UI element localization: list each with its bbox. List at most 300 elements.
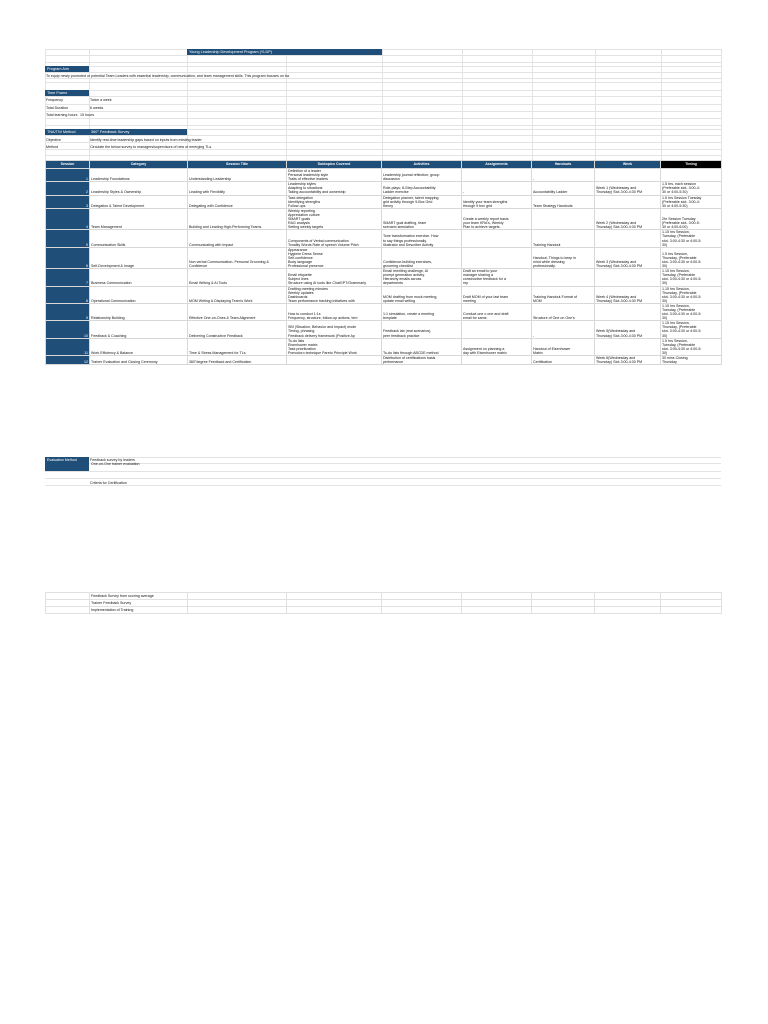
session-activities-line: To-do lists through ABCDE method [383,350,439,355]
tna-method-key: Method [46,145,58,149]
session-assignments-line: Draft MOM of your last team [463,294,509,299]
session-activities [382,303,462,320]
session-subtopics-line: How to conduct 1:1s [288,312,321,317]
tna-value: 360° Feedback Survey [89,129,187,135]
session-assignments-line: day with Eisenhower matrix [463,350,507,355]
session-subtopics [287,182,382,195]
tna-label: TNA/TNI Method [45,129,89,135]
criteria-label: Criteria for Certification [90,481,127,485]
session-subtopics-line: Leadership styles [288,182,316,187]
session-handouts [532,356,595,365]
session-assignments [462,182,532,195]
session-timing [661,338,722,355]
session-handouts-line: mind while dressing [533,259,565,264]
session-title: Building and Leading High-Performing Teams [188,208,287,229]
grid-line [45,104,721,105]
session-subtopics [287,208,382,229]
bottom-item: Trainer Feedback Survey [90,600,188,607]
session-title: Delivering Constructive Feedback [188,321,287,338]
session-category: Work Efficiency & Balance [90,338,188,355]
grid-line [45,55,721,56]
session-week [595,338,661,355]
session-timing-line: 1.15 hrs Session, [662,230,690,235]
bottom-row [46,593,722,600]
session-week [595,230,661,247]
col-activities: Activities [382,161,462,169]
session-activities-line: performance [383,360,404,365]
session-timing-line: 1.5 hrs Session Tuesday [662,195,702,200]
session-timing-line: 1.15 hrs Session, [662,321,690,326]
session-subtopics-line: Drafting meeting minutes [288,286,328,291]
session-handouts [532,195,595,208]
grid-line [45,82,721,83]
session-timing-line: slot- 3:00-4:30 or 4:00-5: [662,277,702,282]
session-number: 6 [46,247,90,268]
session-title: Email Writing & AI Tools [188,269,287,286]
session-timing-line: (Preferable slot- 3:00-4: [662,199,700,204]
session-category: Operational Communication [90,286,188,303]
session-number: 10 [46,321,90,338]
session-assignments-line: Assignment on planning a [463,346,505,351]
session-title: 360°degree Feedback and Certification [188,356,287,365]
session-assignments-line: Conduct one o one and draft [463,312,509,317]
session-timing-line: slot- 3:00-4:30 or 4:00-5: [662,346,702,351]
tf-hours-key: Total learning hours [46,113,78,117]
session-week [595,169,661,182]
session-handouts-line: Handout of Eisenhower [533,346,571,351]
session-timing-line: 30) [662,264,668,269]
session-activities [382,321,462,338]
session-number: 4 [46,208,90,229]
session-handouts [532,230,595,247]
session-timing-line: slot- 3:00-4:30 or 4:00-5: [662,238,702,243]
session-activities-line: template [383,316,397,321]
session-handouts-line: Accountability Ladder [533,190,568,195]
session-category: Team Management [90,208,188,229]
grid-line [661,49,662,160]
session-timing-line: 30 or 4:00-6:00) [662,225,688,230]
grid-line [45,485,721,486]
session-handouts-line: professionally. [533,264,556,269]
session-week [595,247,661,268]
session-handouts-line: Structure of One on One's [533,316,575,321]
session-week-line: Thursday) Slot-3:00-4:30 PM [596,190,643,195]
session-activities-line: SMART goal drafting, team [383,221,427,226]
session-assignments-line: Identify your team strengths [463,199,508,204]
session-subtopics-line: Self-confidence [288,255,313,260]
session-category: Feedback & Coaching [90,321,188,338]
session-subtopics-line: Professional presence [288,264,324,269]
program-aim-label: Program Aim [45,66,89,72]
grid-line [382,49,383,160]
session-row [46,247,722,268]
session-week-line: Thursday) Slot-3:00-4:30 PM [596,225,643,230]
grid-line [45,66,721,67]
session-subtopics [287,230,382,247]
session-subtopics-line: To-do lists [288,338,305,343]
session-timing-line: 1.5 hrs Session, [662,338,688,343]
session-subtopics-line: Weekly reporting [288,208,315,213]
col-subtopics: Subtopics Covered [287,161,382,169]
session-assignments-line: your team KRA's, Weekly [463,221,504,226]
session-assignments-line: meeting [463,298,476,303]
sessions-header-row [46,161,722,169]
session-handouts-line: Training Handout-Format of [533,294,578,299]
session-activities [382,247,462,268]
col-session-title: Session Title [188,161,287,169]
tf-frequency-key: Frequency [46,98,63,102]
session-row [46,269,722,286]
session-subtopics [287,286,382,303]
session-activities [382,338,462,355]
grid-line [45,135,721,136]
session-assignments [462,169,532,182]
session-timing [661,303,722,320]
session-timing [661,182,722,195]
session-subtopics [287,321,382,338]
session-week [595,182,661,195]
session-number: 11 [46,338,90,355]
session-title: Time & Stress Management for TLs [188,338,287,355]
session-title: Effective One-on-Ones & Team Alignment [188,303,287,320]
session-handouts [532,338,595,355]
session-assignments [462,230,532,247]
session-assignments-line: Draft an email to your [463,269,498,274]
session-activities-line: Hierarchy emails across [383,277,422,282]
session-subtopics-line: Definition of a leader [288,169,321,173]
session-activities [382,182,462,195]
session-week-line: Week 2 (Wednesday and [596,221,637,226]
session-activities-line: grid activity through 9-Box Grid [383,199,433,204]
session-timing [661,230,722,247]
session-assignments [462,321,532,338]
session-subtopics [287,303,382,320]
session-timing-line: 30) [662,242,668,247]
session-subtopics-line: Weekly updates [288,290,314,295]
program-title: Young Leadership Development Program (YLDP) [187,49,382,55]
grid-line [45,478,721,479]
session-week-line: Week 3 (Wednesday and [596,259,637,264]
session-subtopics-line: Subject lines [288,277,309,282]
bottom-row [46,600,722,607]
session-row [46,356,722,365]
session-subtopics-line: RAG analysis [288,221,310,226]
session-assignments [462,269,532,286]
tna-objective-value: Identify real-time leadership gaps based on inputs from existing leader [90,138,202,142]
session-activities-line: peer feedback practice [383,333,420,338]
session-subtopics-line: Feedback delivery framework (Positive Ap [288,333,355,338]
session-activities [382,208,462,229]
grid-line [45,49,721,50]
session-timing [661,208,722,229]
grid-line [595,49,596,160]
session-activities-line: Confidence-building exercises, [383,259,432,264]
grid-line [45,155,721,156]
session-subtopics-line: Appreciation culture [288,212,320,217]
session-category: Leadership Foundations [90,169,188,182]
session-assignments-line: Create a weekly report basis [463,217,509,222]
session-subtopics-line: Frequency, structure, follow-up actions, tem [288,316,358,321]
session-activities-line: grooming checklist [383,264,413,269]
grid-line [45,125,721,126]
session-handouts-line: - [533,177,535,182]
session-week [595,208,661,229]
grid-line [89,49,90,160]
session-handouts [532,169,595,182]
session-category: Self-Development & Image [90,247,188,268]
grid-line [45,463,721,464]
session-timing [661,321,722,338]
session-subtopics-line: Personal leadership style [288,173,329,178]
bottom-row [46,607,722,614]
session-timing-line: 1.5 hrs Session, [662,251,688,256]
col-session: Session [46,161,90,169]
session-subtopics-line: Setting weekly targets [288,225,324,230]
session-activities-line: Leadership journal reflection; group [383,173,440,178]
session-activities-line: Delegation planner, talent mapping [383,195,439,200]
session-row [46,208,722,229]
session-assignments-line: Plan to achieve targets. [463,225,501,230]
session-row [46,182,722,195]
session-activities [382,269,462,286]
grid-line [45,457,721,458]
session-week-line: Week 5(Wednesday and [596,329,636,334]
session-activities-line: prompt generation activity. [383,273,425,278]
session-title: MOM Writing & Displaying Team's Work [188,286,287,303]
session-activities-line: Illustrator and Describer Activity [383,242,434,247]
session-handouts [532,286,595,303]
session-week-line: Week 4 (Wednesday and [596,294,637,299]
session-category: Communication Skills [90,230,188,247]
session-timing-line: 1.15 hrs Session, [662,269,690,274]
session-timing-line: Tuesday, (Preferable [662,308,696,312]
tf-duration-value: 6 weeks [90,106,104,110]
col-handouts: Handouts [532,161,595,169]
session-assignments [462,195,532,208]
session-subtopics-line: Adapting to situations [288,186,323,191]
session-timing-line: 30) [662,281,668,286]
session-subtopics-line: Task delegation [288,195,313,200]
session-week-line: Thursday) Slot-3:00-4:30 PM [596,264,643,269]
session-assignments [462,338,532,355]
session-week-line: Thursday) Slot-3:00-4:30 PM [596,333,643,338]
session-activities-line: Tone transformation exercise. How [383,234,439,239]
session-week-line: Week 1 (Wednesday and [596,186,637,191]
session-title: Leading with Flexibility [188,182,287,195]
sessions-table [45,160,722,365]
session-activities [382,169,462,182]
grid-line [45,96,721,97]
session-subtopics-line: Structure using AI tools like ChatGPT/Grammarly [288,281,367,286]
session-number: 3 [46,195,90,208]
session-week [595,195,661,208]
session-timing [661,356,722,365]
session-assignments-line: email for same. [463,316,488,321]
session-category: Leadership Styles & Ownership [90,182,188,195]
session-handouts-line: MOM [533,298,542,303]
col-assignments: Assignments [462,161,532,169]
session-handouts-line: Training Handout [533,242,561,247]
session-week [595,269,661,286]
session-handouts [532,269,595,286]
session-number: 2 [46,182,90,195]
session-subtopics [287,269,382,286]
bottom-list-table [45,592,722,614]
session-subtopics [287,169,382,182]
session-row [46,321,722,338]
session-row [46,286,722,303]
session-activities-line: update email writing [383,298,415,303]
session-title: Communicating with Impact [188,230,287,247]
session-timing-line: 30 mins Closing [662,356,688,361]
tf-frequency-value: Twice a week [90,98,112,102]
session-title: Delegating with Confidence [188,195,287,208]
grid-line [721,49,722,160]
session-timing [661,169,722,182]
col-category: Category [90,161,188,169]
program-aim-text: To equip newly promoted or potential Team Leaders with essential leadership, communication, and team management skills. This program focuses on ba [46,74,289,78]
session-handouts-line: Certification [533,360,552,365]
session-assignments-line: manager sharing a [463,273,493,278]
session-timing-line: 1.5 hrs, each session [662,182,696,187]
session-subtopics-line: Traits of effective leaders [288,177,328,182]
session-assignments-line: through 9 box grid [463,203,492,208]
session-timing-line: (Preferable slot- 3:00-5: [662,221,700,226]
session-timing-line: 30) [662,350,668,355]
session-category: Relationship Building [90,303,188,320]
session-row [46,195,722,208]
evaluation-line-1: Feedback survey by leaders [90,458,135,462]
session-subtopics-line: Pomodoro technique Pareto Principle Work [288,350,357,355]
session-subtopics-line: Body language [288,259,312,264]
session-activities [382,230,462,247]
session-activities [382,195,462,208]
session-subtopics-line: Identifying strengths [288,199,321,204]
session-timing-line: 30 or 4:00-5:30) [662,203,688,208]
session-subtopics-line: Timing, phrasing [288,329,315,334]
session-week [595,356,661,365]
session-activities-line: theory [383,203,393,208]
session-activities-line: 1:1 simulation, create a meeting [383,312,434,317]
grid-line [45,72,721,73]
session-assignments [462,286,532,303]
session-handouts [532,208,595,229]
tf-hours-value: 15 hours [80,113,94,117]
session-row [46,303,722,320]
session-handouts [532,247,595,268]
session-number: 7 [46,269,90,286]
session-handouts-line: - [533,333,535,338]
tna-objective-key: Objective [46,138,61,142]
session-subtopics-line: SBI (Situation, Behavior and Impact) mode [288,325,357,330]
session-timing [661,247,722,268]
session-timing-line: 30) [662,333,668,338]
session-number: 9 [46,303,90,320]
session-activities-line: MOM drafting from mock meeting, [383,294,438,299]
session-subtopics-line: Follow-ups [288,203,306,208]
session-week [595,321,661,338]
session-timing-line: Thursday, (Preferable [662,325,697,330]
session-assignments-line: constructive feedback for a [463,277,506,282]
session-timing-line: 30 or 4:00-5:30) [662,190,688,195]
grid-line [286,49,287,160]
session-row [46,338,722,355]
session-timing-line: 30) [662,316,668,321]
session-activities-line: Email rewriting challenge, AI [383,269,429,274]
session-timing-line: slot- 3:00-4:30 or 4:00-5: [662,329,702,334]
session-week [595,303,661,320]
session-timing-line: slot- 3:00-4:30 or 4:00-5: [662,294,702,299]
session-subtopics [287,195,382,208]
session-title: Non verbal Communication- Personal Grooming & Confidence [188,247,287,268]
grid-line [187,49,188,160]
tna-method-value: Circulate the below survey to managers/supervisors of new or emerging TLs. [90,145,213,149]
session-number: 12 [46,356,90,365]
grid-line [532,49,533,160]
session-activities [382,286,462,303]
session-timing-line: 1.15 hrs Session, [662,303,690,308]
session-timing [661,195,722,208]
session-week-line: Thursday) Slot-3:00-4:30 PM [596,298,643,303]
session-category: Delegation & Talent Development [90,195,188,208]
session-timing-line: slot- 3:00-4:30 or 4:00-5: [662,259,702,264]
session-subtopics-line: Components of Verbal communication [288,238,349,243]
session-timing-line: Tuesday, (Preferable [662,273,696,278]
session-timing [661,269,722,286]
session-subtopics-line: Eisenhower matrix [288,342,318,347]
session-timing-line: 30) [662,298,668,303]
session-subtopics-line: SMART goals [288,217,311,222]
session-activities-line: Ladder exercise [383,190,409,195]
session-week-line: Thursday) Slot-3:00-4:30 PM [596,360,643,365]
bottom-item: Implementation of Training [90,607,188,614]
session-subtopics-line: Task prioritization [288,346,316,351]
session-subtopics-line: Email etiquette [288,273,312,278]
session-subtopics [287,338,382,355]
grid-line [45,90,721,91]
session-number: 5 [46,230,90,247]
session-row [46,169,722,182]
session-timing-line: Thursday, (Preferable [662,290,697,295]
session-number: 8 [46,286,90,303]
session-timing-line: slot- 3:00-4:30 or 4:00-5: [662,312,702,317]
grid-line [45,111,721,112]
session-assignments [462,303,532,320]
session-timing-line: 2hr Session Tuesday [662,217,696,222]
grid-line [45,118,721,119]
session-assignments-line: - [463,190,465,195]
session-subtopics-line: Tonality Words Rate of speech Volume Pitch [288,242,359,247]
session-assignments [462,208,532,229]
session-activities-line: scenario simulation [383,225,414,230]
session-category: Business Communication [90,269,188,286]
session-handouts-line: Handout- Things to keep in [533,255,577,260]
session-category: Trainer Evaluation and Closing Ceremony [90,356,188,365]
session-activities-line: Distribution of certifications basis [383,356,436,361]
session-handouts-line: Team Strategy Handouts [533,203,573,208]
session-row [46,230,722,247]
session-timing-line: Tuesday, (Preferable [662,342,696,347]
session-activities-line: Feedback lab (real scenarios), [383,329,432,334]
grid-line [462,49,463,160]
session-activities [382,356,462,365]
col-week: Week [595,161,661,169]
session-activities-line: Role-plays; 8-Step Accountability [383,186,436,191]
grid-line [45,62,721,63]
session-assignments-line: rep [463,281,469,286]
session-handouts-line: Matrix [533,350,543,355]
session-timing-line: Thursday [662,360,677,365]
